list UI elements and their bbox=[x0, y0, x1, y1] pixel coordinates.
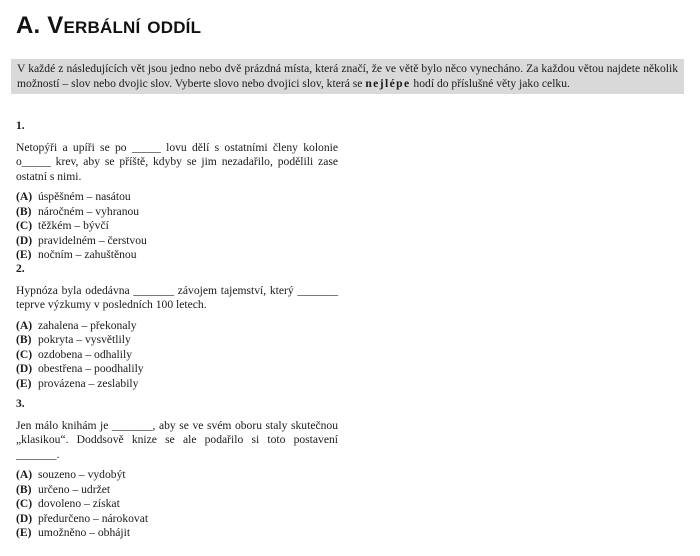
option-text: úspěšném – nasátou bbox=[38, 190, 131, 203]
option-text: pravidelném – čerstvou bbox=[38, 233, 147, 247]
option-text: náročném – vyhranou bbox=[38, 204, 140, 218]
instructions-box bbox=[11, 59, 684, 94]
option-text: souzeno – vydobýt bbox=[38, 468, 126, 481]
instructions-text-end: hodí do příslušné věty jako celku. bbox=[410, 77, 570, 90]
option-label: (A) bbox=[16, 468, 33, 481]
option-label: (C) bbox=[16, 497, 33, 511]
option-label: (C) bbox=[16, 219, 33, 233]
answer-options bbox=[16, 319, 338, 392]
question-1 bbox=[16, 119, 338, 263]
option-label: (A) bbox=[16, 318, 33, 332]
option-text: nočním – zahuštěnou bbox=[38, 248, 137, 262]
option-label: (B) bbox=[16, 482, 32, 496]
answer-option-c[interactable] bbox=[16, 219, 338, 234]
option-text: obestřena – poodhalily bbox=[38, 362, 144, 376]
answer-option-b[interactable] bbox=[16, 205, 338, 220]
option-label: (E) bbox=[16, 248, 32, 262]
answer-option-d[interactable] bbox=[16, 362, 338, 377]
question-2 bbox=[16, 262, 338, 391]
answer-option-a[interactable] bbox=[16, 190, 338, 205]
answer-option-a[interactable] bbox=[16, 468, 338, 483]
answer-option-b[interactable] bbox=[16, 333, 338, 348]
question-text: Netopýři a upíři se po _____ lovu dělí s ostatními členy kolonie o_____ krev, aby se příště, kdyby se jim nezadařilo, podělili zase ostatní s nimi. bbox=[16, 140, 338, 183]
answer-options bbox=[16, 468, 338, 541]
option-label: (A) bbox=[16, 190, 33, 203]
option-text: předurčeno – nárokovat bbox=[38, 511, 149, 525]
answer-option-e[interactable] bbox=[16, 248, 338, 263]
option-label: (D) bbox=[16, 511, 33, 525]
question-number: 1. bbox=[16, 119, 25, 132]
instructions-emphasis: nejlépe bbox=[365, 77, 411, 90]
question-number: 2. bbox=[16, 262, 25, 275]
option-label: (D) bbox=[16, 362, 33, 376]
section-title: A. Verbální oddíl bbox=[16, 12, 202, 39]
option-label: (B) bbox=[16, 333, 32, 347]
answer-option-d[interactable] bbox=[16, 234, 338, 249]
option-text: provázena – zeslabily bbox=[38, 376, 139, 390]
instructions-text: V každé z následujících vět jsou jedno nebo dvě prázdná místa, která značí, že ve větě bylo něco vynecháno. Za každou větou najdete několik možností – slov nebo dvojic slov. Vyberte slovo nebo dvojici slov, která se bbox=[17, 62, 678, 90]
option-text: pokryta – vysvětlily bbox=[38, 333, 131, 347]
option-label: (D) bbox=[16, 233, 33, 247]
answer-option-c[interactable] bbox=[16, 348, 338, 363]
question-text: Jen málo knihám je _______, aby se ve svém oboru staly skutečnou „klasikou“. Doddsově knize se ale podařilo si toto postavení _______. bbox=[16, 418, 338, 461]
question-text: Hypnóza byla odedávna _______ závojem tajemství, který _______ teprve výzkumy v posledních 100 letech. bbox=[16, 283, 338, 311]
option-text: ozdobena – odhalily bbox=[38, 347, 133, 361]
answer-option-e[interactable] bbox=[16, 377, 338, 392]
option-text: zahalena – překonaly bbox=[38, 318, 137, 332]
answer-option-c[interactable] bbox=[16, 497, 338, 512]
question-number: 3. bbox=[16, 397, 25, 410]
option-text: dovoleno – získat bbox=[38, 497, 120, 511]
option-label: (E) bbox=[16, 526, 32, 540]
option-text: těžkém – bývčí bbox=[38, 219, 109, 233]
answer-options bbox=[16, 190, 338, 263]
answer-option-d[interactable] bbox=[16, 512, 338, 527]
option-label: (E) bbox=[16, 376, 32, 390]
option-text: umožněno – obhájit bbox=[38, 526, 131, 540]
option-label: (B) bbox=[16, 204, 32, 218]
question-3 bbox=[16, 397, 338, 541]
answer-option-a[interactable] bbox=[16, 319, 338, 334]
option-label: (C) bbox=[16, 347, 33, 361]
answer-option-e[interactable] bbox=[16, 526, 338, 541]
answer-option-b[interactable] bbox=[16, 483, 338, 498]
option-text: určeno – udržet bbox=[38, 482, 111, 496]
